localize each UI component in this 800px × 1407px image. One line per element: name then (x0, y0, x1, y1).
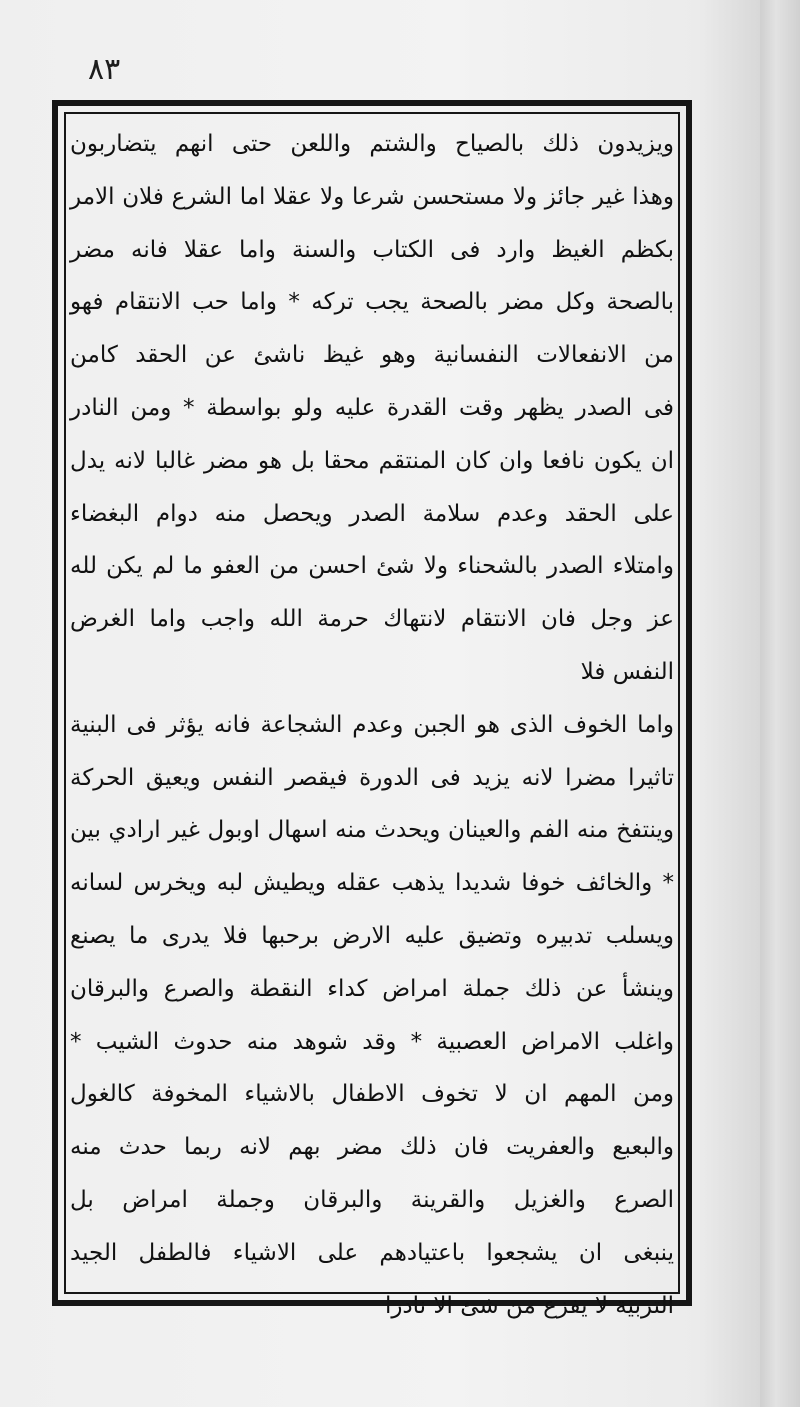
text-line: ان يكون نافعا وان كان المنتقم محقا بل هو مضر غالبا لانه يدل (70, 447, 674, 474)
text-line: عز وجل فان الانتقام لانتهاك حرمة الله واجب واما الغرض (70, 606, 674, 633)
text-line: ومن المهم ان لا تخوف الاطفال بالاشياء المخوفة كالغول (70, 1081, 674, 1108)
text-line: من الانفعالات النفسانية وهو غيظ ناشئ عن الحقد كامن (70, 342, 674, 369)
text-line: الصرع والغزيل والقرينة والبرقان وجملة امراض بل (70, 1186, 674, 1213)
text-line: على الحقد وعدم سلامة الصدر ويحصل منه دوام البغضاء (70, 500, 674, 527)
text-line: تاثيرا مضرا لانه يزيد فى الدورة فيقصر النفس ويعيق الحركة (70, 764, 674, 791)
text-line: ويسلب تدبيره وتضيق عليه الارض برحبها فلا يدرى ما يصنع (70, 922, 674, 949)
text-line: وينتفخ منه الفم والعينان ويحدث منه اسهال اوبول غير ارادي بين (70, 817, 674, 844)
text-line: وينشأ عن ذلك جملة امراض كداء النقطة والصرع والبرقان (70, 975, 674, 1002)
text-line: التربية لا يفزع من شئ الا نادرا (384, 1292, 674, 1319)
text-line: النفس فلا (580, 658, 674, 685)
text-line: ينبغى ان يشجعوا باعتيادهم على الاشياء فالطفل الجيد (70, 1239, 674, 1266)
text-line: والبعبع والعفريت فان ذلك مضر بهم لانه ربما حدث منه (70, 1134, 674, 1161)
text-line: بالصحة وكل مضر بالصحة يجب تركه * واما حب الانتقام فهو (70, 289, 674, 316)
text-line: * والخائف خوفا شديدا يذهب عقله ويطيش لبه ويخرس لسانه (70, 870, 674, 897)
text-line: بكظم الغيظ وارد فى الكتاب والسنة واما عقلا فانه مضر (70, 236, 674, 263)
text-line: وامتلاء الصدر بالشحناء ولا شئ احسن من العفو ما لم يكن لله (70, 553, 674, 580)
text-line: واغلب الامراض العصبية * وقد شوهد منه حدوث الشيب * (70, 1028, 674, 1055)
text-line: وهذا غير جائز ولا مستحسن شرعا ولا عقلا اما الشرع فلان الامر (70, 183, 674, 210)
text-line: فى الصدر يظهر وقت القدرة عليه ولو بواسطة * ومن النادر (70, 394, 674, 421)
text-line: واما الخوف الذى هو الجبن وعدم الشجاعة فانه يؤثر فى البنية (70, 711, 674, 738)
page-number: ٨٣ (88, 52, 121, 87)
adjacent-page-edge (760, 0, 800, 1407)
arabic-text-block (70, 118, 674, 1319)
text-line: ويزيدون ذلك بالصياح والشتم واللعن حتى انهم يتضاربون (70, 131, 674, 157)
